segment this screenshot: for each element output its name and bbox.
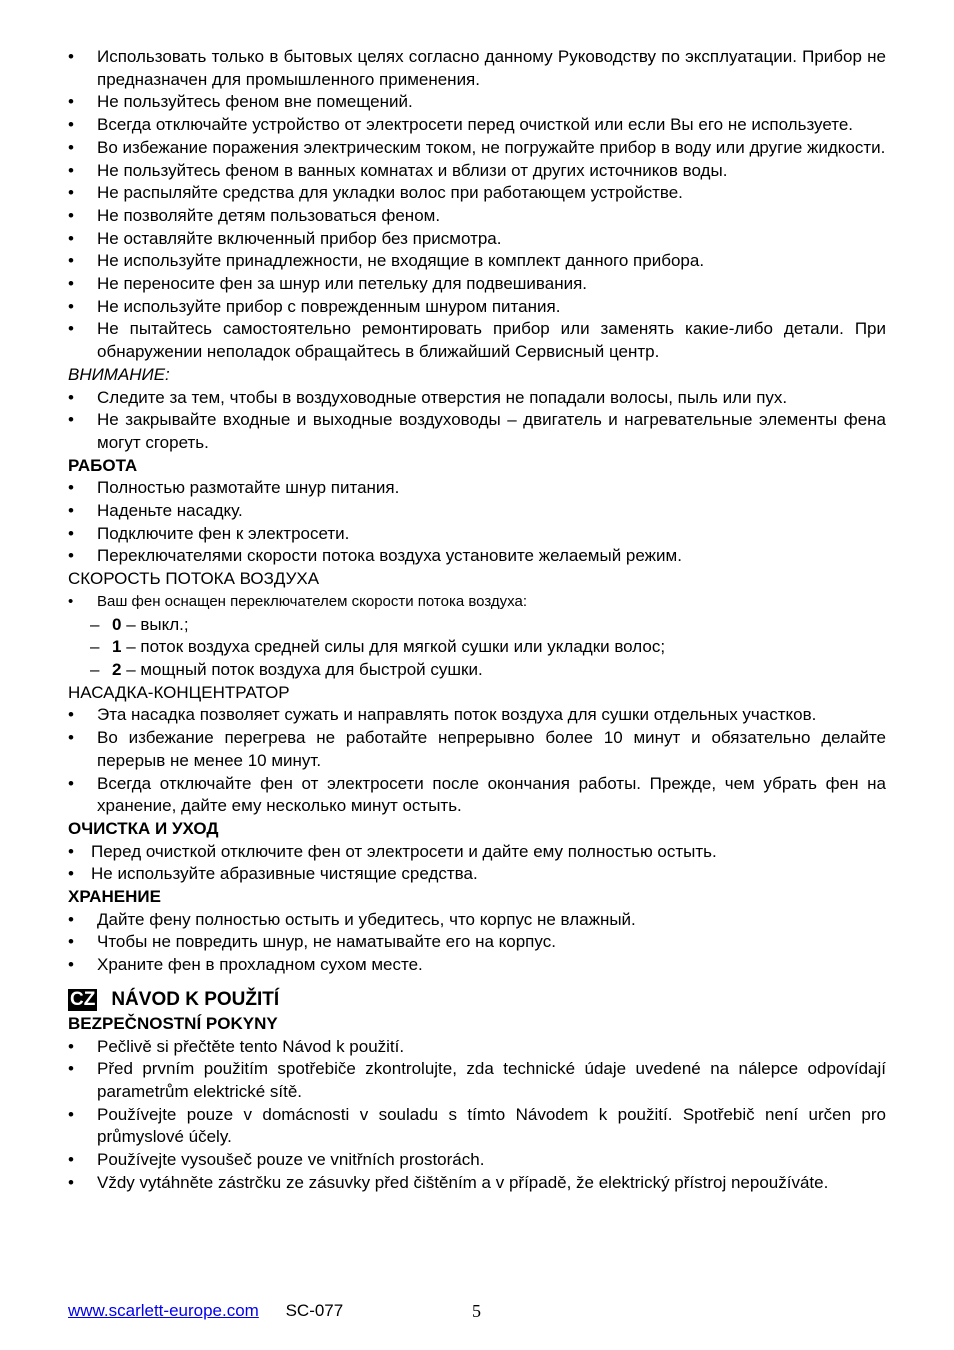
list-item: • Переключателями скорости потока воздуха установите желаемый режим.	[68, 545, 886, 568]
list-item: • Vždy vytáhněte zástrčku ze zásuvky před čištěním a v případě, že elektrický přístroj nepoužíváte.	[68, 1172, 886, 1195]
section-title-cleaning: ОЧИСТКА И УХОД	[68, 818, 219, 838]
list-item: • Эта насадка позволяет сужать и направлять поток воздуха для сушки отдельных участков.	[68, 704, 886, 727]
cz-title: NÁVOD K POUŽITÍ	[111, 988, 280, 1010]
list-item: • Всегда отключайте устройство от электросети перед очисткой или если Вы его не используете.	[68, 114, 886, 137]
list-item: • Не используйте абразивные чистящие средства.	[68, 863, 886, 886]
list-item: • Перед очисткой отключите фен от электросети и дайте ему полностью остыть.	[68, 841, 886, 864]
cz-subtitle: BEZPEČNOSTNÍ POKYNY	[68, 1013, 278, 1033]
list-item: • Používejte vysoušeč pouze ve vnitřních prostorách.	[68, 1149, 886, 1172]
website-link[interactable]: www.scarlett-europe.com	[68, 1301, 259, 1320]
section-title-storage: ХРАНЕНИЕ	[68, 887, 161, 907]
safety-list	[68, 46, 886, 364]
speed-mode-key: 1	[112, 637, 122, 657]
speed-mode-item	[68, 659, 886, 682]
list-item: • Во избежание перегрева не работайте непрерывно более 10 минут и обязательно делайте перерыв не менее 10 минут.	[68, 727, 886, 772]
section-title-airflow: СКОРОСТЬ ПОТОКА ВОЗДУХА	[68, 569, 320, 589]
section-title-concentrator: НАСАДКА-КОНЦЕНТРАТОР	[68, 682, 290, 702]
attention-label: ВНИМАНИЕ:	[68, 364, 170, 384]
list-item: • Чтобы не повредить шнур, не наматывайте его на корпус.	[68, 931, 886, 954]
list-item: • Не позволяйте детям пользоваться феном.	[68, 205, 886, 228]
speed-mode-text: – мощный поток воздуха для быстрой сушки.	[121, 659, 483, 679]
list-item: • Полностью размотайте шнур питания.	[68, 477, 886, 500]
cz-section-heading	[68, 987, 886, 1013]
list-item: • Не распыляйте средства для укладки волос при работающем устройстве.	[68, 182, 886, 205]
speed-mode-text: – поток воздуха средней силы для мягкой сушки или укладки волос;	[121, 637, 666, 657]
section-title-operation: РАБОТА	[68, 455, 138, 475]
page-number: 5	[472, 1301, 481, 1321]
speed-mode-key: 0	[112, 614, 122, 634]
list-item: • Не закрывайте входные и выходные воздуховоды – двигатель и нагревательные элементы фена могут сгореть.	[68, 409, 886, 454]
list-item: • Ваш фен оснащен переключателем скорости потока воздуха:	[68, 591, 886, 614]
list-item: • Pečlivě si přečtěte tento Návod k použití.	[68, 1036, 886, 1059]
list-item: • Храните фен в прохладном сухом месте.	[68, 954, 886, 977]
model-number: SC-077	[285, 1301, 344, 1320]
list-item: • Не пользуйтесь феном вне помещений.	[68, 91, 886, 114]
language-badge: CZ	[70, 988, 96, 1010]
list-item: • Наденьте насадку.	[68, 500, 886, 523]
list-item: • Подключите фен к электросети.	[68, 523, 886, 546]
page-footer	[68, 1300, 886, 1322]
list-item: • Не используйте принадлежности, не входящие в комплект данного прибора.	[68, 250, 886, 273]
list-item: • Во избежание поражения электрическим током, не погружайте прибор в воду или другие жидкости.	[68, 137, 886, 160]
speed-mode-text: – выкл.;	[121, 614, 189, 634]
list-item: • Следите за тем, чтобы в воздуховодные отверстия не попадали волосы, пыль или пух.	[68, 387, 886, 410]
list-item: • Использовать только в бытовых целях согласно данному Руководству по эксплуатации. Прибор не предназначен для промышленного применения.	[68, 46, 886, 91]
list-item: • Před prvním použitím spotřebiče zkontrolujte, zda technické údaje uvedené na nálepce odpovídají parametrům elektrické sítě.	[68, 1058, 886, 1103]
list-item: • Всегда отключайте фен от электросети после окончания работы. Прежде, чем убрать фен на хранение, дайте ему несколько минут остыть.	[68, 773, 886, 818]
speed-mode-key: 2	[112, 659, 122, 679]
list-item: • Не используйте прибор с поврежденным шнуром питания.	[68, 296, 886, 319]
list-item: • Не пользуйтесь феном в ванных комнатах и вблизи от других источников воды.	[68, 160, 886, 183]
list-item: • Не пытайтесь самостоятельно ремонтировать прибор или заменять какие-либо детали. При обнаружении неполадок обращайтесь в ближайший Сервисный центр.	[68, 318, 886, 363]
speed-mode-item	[68, 614, 886, 637]
list-item: • Дайте фену полностью остыть и убедитесь, что корпус не влажный.	[68, 909, 886, 932]
list-item: • Не переносите фен за шнур или петельку для подвешивания.	[68, 273, 886, 296]
list-item: • Не оставляйте включенный прибор без присмотра.	[68, 228, 886, 251]
speed-mode-item	[68, 636, 886, 659]
document-page	[68, 46, 886, 1194]
list-item: • Používejte pouze v domácnosti v souladu s tímto Návodem k použití. Spotřebič není určen pro průmyslové účely.	[68, 1104, 886, 1149]
